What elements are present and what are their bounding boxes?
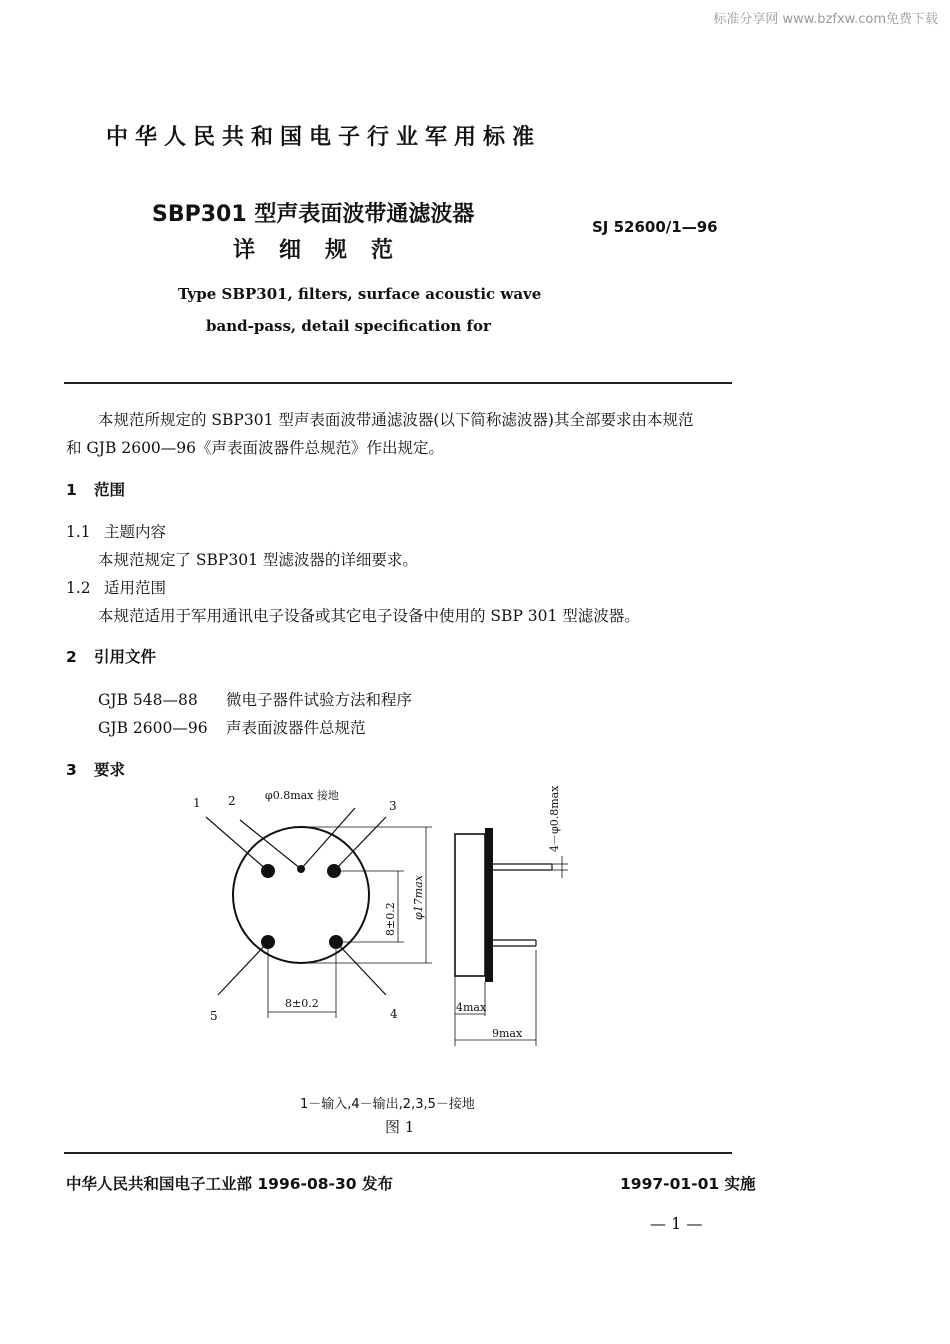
section-1-2-text: 本规范适用于军用通讯电子设备或其它电子设备中使用的 SBP 301 型滤波器。 (98, 607, 640, 625)
section-1-1-text: 本规范规定了 SBP301 型滤波器的详细要求。 (98, 551, 418, 569)
section-title: 引用文件 (94, 648, 157, 666)
section-title: 要求 (94, 761, 126, 779)
intro-paragraph-line-1: 本规范所规定的 SBP301 型声表面波带通滤波器(以下简称滤波器)其全部要求由本规范 (98, 411, 694, 429)
figure-legend: 1－输入,4－输出,2,3,5－接地 (300, 1097, 475, 1112)
pin-label: 2 (228, 794, 236, 808)
leader-line (301, 808, 355, 869)
section-title: 范围 (94, 481, 126, 499)
page-number: — 1 — (650, 1214, 703, 1233)
pin-label: 1 (193, 796, 201, 810)
dim-diameter: φ17max (412, 875, 425, 920)
english-title-line-1: Type SBP301, filters, surface acoustic wave (178, 285, 542, 303)
pin-label: 5 (210, 1009, 218, 1023)
pin-label: 4 (390, 1007, 398, 1021)
dim-total-length: 9max (492, 1027, 523, 1040)
side-view-flange (485, 828, 493, 982)
section-number: 1 (66, 481, 77, 499)
reference-code: GJB 2600—96 (98, 719, 208, 737)
dim-body-thickness: 4max (456, 1001, 487, 1014)
document-subtitle: 详细规范 (233, 238, 418, 263)
publisher-line: 中华人民共和国电子工业部 1996-08-30 发布 (66, 1175, 393, 1193)
dim-lead: 4－φ0.8max (548, 785, 561, 852)
footer-divider (64, 1152, 732, 1154)
document-title: SBP301 型声表面波带通滤波器 (152, 202, 475, 227)
effective-date: 1997-01-01 实施 (620, 1175, 756, 1193)
leader-line (206, 817, 268, 871)
section-title: 主题内容 (104, 523, 167, 541)
reference-code: GJB 548—88 (98, 691, 198, 709)
section-title: 适用范围 (104, 579, 167, 597)
watermark: 标准分享网 www.bzfxw.com免费下载 (713, 12, 938, 27)
section-number: 1.2 (66, 579, 91, 597)
dim-vertical-spacing: 8±0.2 (384, 902, 397, 936)
intro-paragraph-line-2: 和 GJB 2600—96《声表面波器件总规范》作出规定。 (66, 439, 445, 457)
standard-category: 中华人民共和国电子行业军用标准 (106, 125, 542, 150)
english-title-line-2: band-pass, detail specification for (206, 317, 491, 335)
side-view-body (455, 834, 485, 976)
section-number: 2 (66, 648, 77, 666)
ground-note: φ0.8max 接地 (265, 789, 339, 802)
dim-horizontal-spacing: 8±0.2 (285, 997, 319, 1010)
leader-line (218, 942, 268, 995)
standard-number: SJ 52600/1—96 (592, 218, 718, 236)
section-number: 3 (66, 761, 77, 779)
leader-line (336, 942, 386, 995)
reference-title: 微电子器件试验方法和程序 (226, 691, 413, 709)
section-number: 1.1 (66, 523, 91, 541)
filter-body-outline (233, 827, 369, 963)
reference-title: 声表面波器件总规范 (226, 719, 366, 737)
pin-label: 3 (389, 799, 397, 813)
figure-caption: 图 1 (385, 1118, 415, 1136)
